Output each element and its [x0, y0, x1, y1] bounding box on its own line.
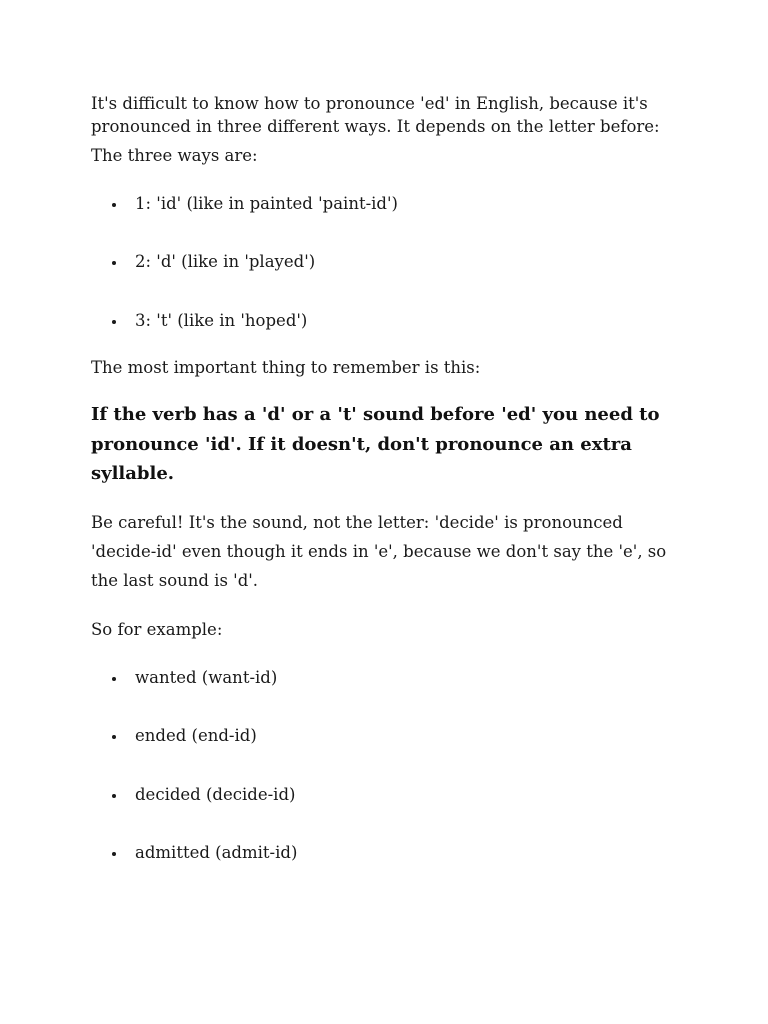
- bullet-icon: [112, 852, 116, 856]
- list-item-label: 3: 't' (like in 'hoped'): [135, 311, 308, 330]
- bullet-icon: [112, 320, 116, 324]
- bullet-icon: [112, 794, 116, 798]
- remember-line: The most important thing to remember is this:: [91, 358, 481, 377]
- careful-line-2: 'decide-id' even though it ends in 'e', because we don't say the 'e', so: [91, 542, 667, 561]
- list-item-label: ended (end-id): [135, 726, 257, 745]
- example-intro: So for example:: [91, 620, 223, 639]
- rule-line-3: syllable.: [91, 463, 175, 484]
- list-item-label: wanted (want-id): [135, 668, 278, 687]
- bullet-icon: [112, 735, 116, 739]
- bullet-icon: [112, 203, 116, 207]
- rule-paragraph: [91, 400, 691, 489]
- intro-line-3: The three ways are:: [91, 146, 258, 165]
- intro-line-1: It's difficult to know how to pronounce 'ed' in English, because it's: [91, 94, 648, 113]
- rule-line-1: If the verb has a 'd' or a 't' sound before 'ed' you need to: [91, 404, 660, 425]
- careful-paragraph: [91, 508, 691, 595]
- rule-line-2: pronounce 'id'. If it doesn't, don't pronounce an extra: [91, 433, 632, 455]
- intro-line-2: pronounced in three different ways. It depends on the letter before:: [91, 117, 660, 136]
- bullet-icon: [112, 261, 116, 265]
- bullet-icon: [112, 677, 116, 681]
- careful-line-1: Be careful! It's the sound, not the letter: 'decide' is pronounced: [91, 513, 623, 532]
- list-item-label: admitted (admit-id): [135, 843, 298, 862]
- list-item-label: 2: 'd' (like in 'played'): [135, 252, 316, 271]
- list-item-label: 1: 'id' (like in painted 'paint-id'): [135, 194, 398, 213]
- list-item-label: decided (decide-id): [135, 785, 296, 804]
- careful-line-3: the last sound is 'd'.: [91, 571, 259, 590]
